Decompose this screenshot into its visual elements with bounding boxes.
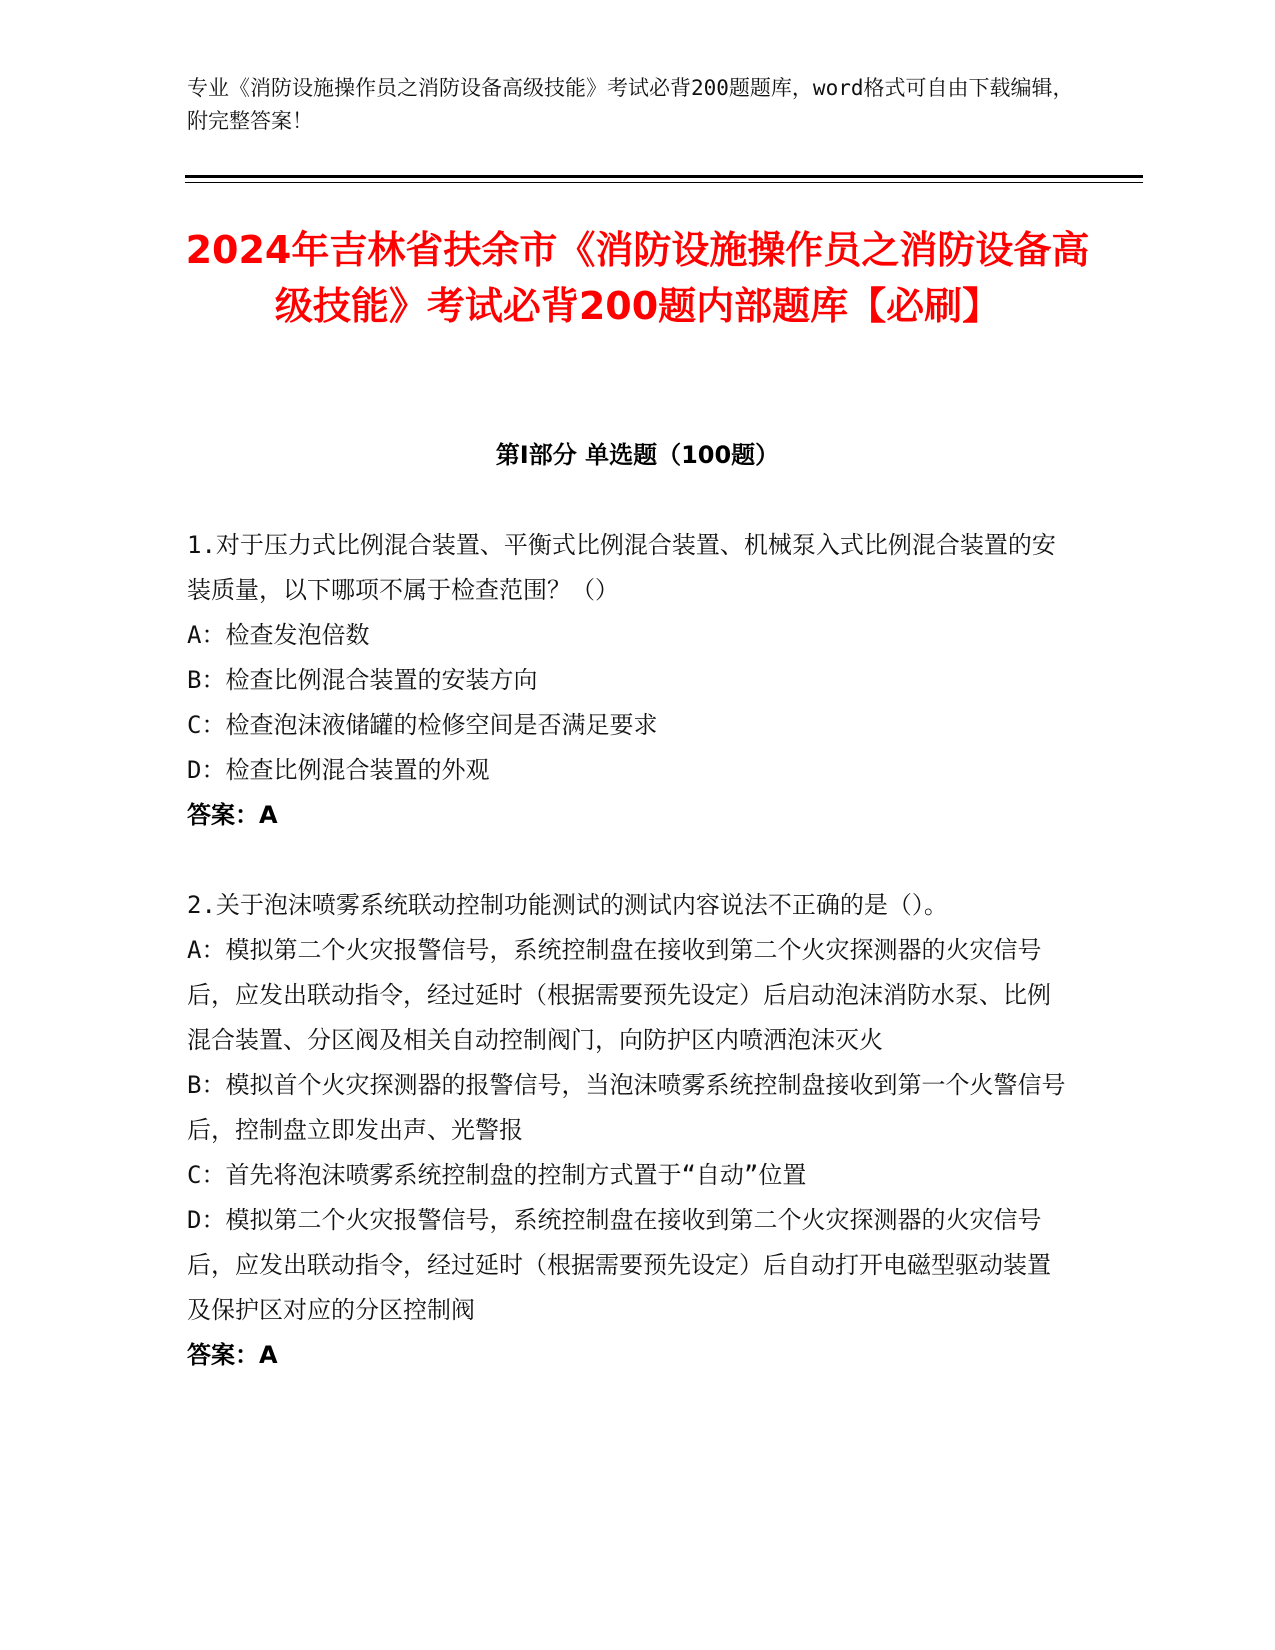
section-heading: 第I部分 单选题（100题） bbox=[495, 441, 780, 469]
option-c: C：首先将泡沫喷雾系统控制盘的控制方式置于“自动”位置 bbox=[187, 1161, 807, 1189]
header-note: 专业《消防设施操作员之消防设备高级技能》考试必背200题题库，word格式可自由下载编辑，附完整答案！ bbox=[187, 76, 1074, 133]
document-title: 2024年吉林省扶余市《消防设施操作员之消防设备高级技能》考试必背200题内部题库【必刷】 bbox=[185, 228, 1090, 328]
header-divider-thin bbox=[185, 182, 1143, 183]
option-c: C：检查泡沫液储罐的检修空间是否满足要求 bbox=[187, 711, 658, 739]
answer-label: 答案：A bbox=[187, 801, 278, 829]
question-block bbox=[187, 523, 1067, 838]
answer-label: 答案：A bbox=[187, 1341, 278, 1369]
option-b: B：模拟首个火灾探测器的报警信号，当泡沫喷雾系统控制盘接收到第一个火警信号后，控制盘立即发出声、光警报 bbox=[187, 1071, 1066, 1144]
header-divider-thick bbox=[185, 175, 1143, 178]
question-stem: 1.对于压力式比例混合装置、平衡式比例混合装置、机械泵入式比例混合装置的安装质量，以下哪项不属于检查范围？（） bbox=[187, 531, 1056, 604]
option-a: A：模拟第二个火灾报警信号，系统控制盘在接收到第二个火灾探测器的火灾信号后，应发出联动指令，经过延时（根据需要预先设定）后启动泡沫消防水泵、比例混合装置、分区阀及相关自动控制阀门，向防护区内喷洒泡沫灭火 bbox=[187, 936, 1051, 1054]
option-a: A：检查发泡倍数 bbox=[187, 621, 370, 649]
option-d: D：检查比例混合装置的外观 bbox=[187, 756, 490, 784]
option-d: D：模拟第二个火灾报警信号，系统控制盘在接收到第二个火灾探测器的火灾信号后，应发出联动指令，经过延时（根据需要预先设定）后自动打开电磁型驱动装置及保护区对应的分区控制阀 bbox=[187, 1206, 1051, 1324]
option-b: B：检查比例混合装置的安装方向 bbox=[187, 666, 538, 694]
question-block bbox=[187, 883, 1067, 1378]
question-stem: 2.关于泡沫喷雾系统联动控制功能测试的测试内容说法不正确的是（）。 bbox=[187, 891, 948, 919]
